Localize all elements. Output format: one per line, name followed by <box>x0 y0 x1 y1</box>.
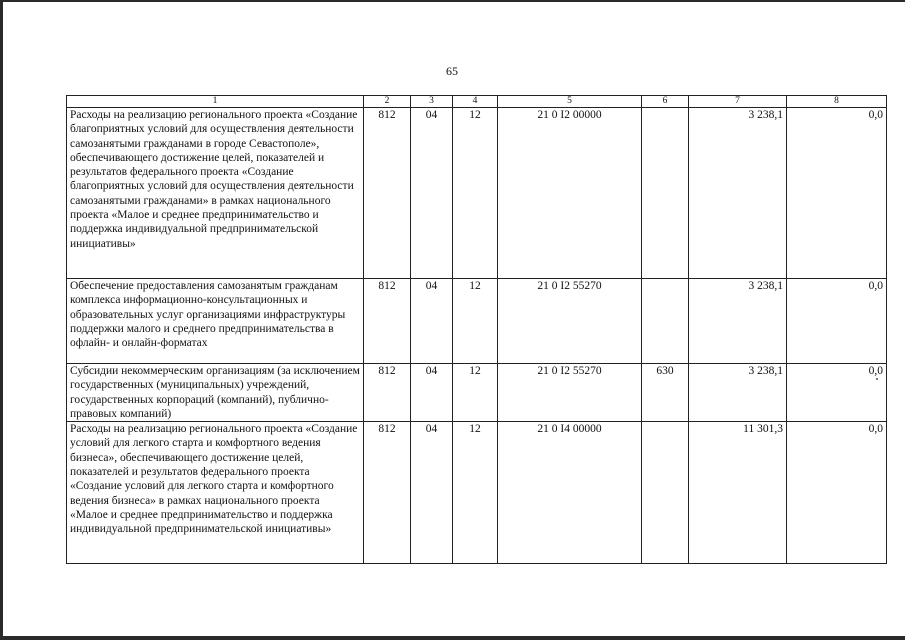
expense-type-code <box>642 108 689 279</box>
table-row <box>67 364 887 422</box>
section-code: 04 <box>411 279 453 364</box>
target-item-code: 21 0 I2 55270 <box>498 279 642 364</box>
scan-border-top <box>0 0 905 2</box>
column-number-row <box>67 96 887 108</box>
section-code: 04 <box>411 364 453 422</box>
scan-border-left <box>0 0 3 640</box>
amount-value: 3 238,1 <box>689 108 787 279</box>
ministry-code: 812 <box>364 422 411 564</box>
subsection-code: 12 <box>453 108 498 279</box>
column-number-7: 7 <box>689 96 787 108</box>
table-row <box>67 279 887 364</box>
subsection-code: 12 <box>453 364 498 422</box>
ministry-code: 812 <box>364 279 411 364</box>
amount-value-2: 0,0 <box>787 279 887 364</box>
target-item-code: 21 0 I4 00000 <box>498 422 642 564</box>
amount-value: 11 301,3 <box>689 422 787 564</box>
expense-name: Обеспечение предоставления самозанятым гражданам комплекса информационно-консультационных и образовательных услуг организациями инфраструктуры поддержки малого и среднего предпринимательства в офлайн- и онлайн-форматах <box>67 279 364 364</box>
amount-value-2: 0,0 <box>787 422 887 564</box>
page-number: 65 <box>446 64 458 78</box>
budget-table <box>66 95 887 564</box>
subsection-code: 12 <box>453 279 498 364</box>
amount-value-2: 0,0 <box>787 364 887 422</box>
amount-value-2: 0,0 <box>787 108 887 279</box>
amount-value: 3 238,1 <box>689 279 787 364</box>
column-number-6: 6 <box>642 96 689 108</box>
expense-type-code <box>642 279 689 364</box>
target-item-code: 21 0 I2 55270 <box>498 364 642 422</box>
subsection-code: 12 <box>453 422 498 564</box>
expense-type-code <box>642 422 689 564</box>
scan-border-bottom <box>0 636 905 640</box>
section-code: 04 <box>411 422 453 564</box>
column-number-5: 5 <box>498 96 642 108</box>
expense-type-code: 630 <box>642 364 689 422</box>
table-row <box>67 108 887 279</box>
column-number-8: 8 <box>787 96 887 108</box>
expense-name: Расходы на реализацию регионального проекта «Создание благоприятных условий для осуществления деятельности самозанятыми гражданами в городе Севастополе», обеспечивающего достижение целей, показателей и результатов федерального проекта «Создание благоприятных условий для осуществления деятельности самозанятыми гражданами» в рамках национального проекта «Малое и среднее предпринимательство и поддержка индивидуальной предпринимательской инициативы» <box>67 108 364 279</box>
ministry-code: 812 <box>364 364 411 422</box>
section-code: 04 <box>411 108 453 279</box>
ministry-code: 812 <box>364 108 411 279</box>
column-number-4: 4 <box>453 96 498 108</box>
column-number-2: 2 <box>364 96 411 108</box>
amount-value: 3 238,1 <box>689 364 787 422</box>
table-row <box>67 422 887 564</box>
column-number-3: 3 <box>411 96 453 108</box>
column-number-1: 1 <box>67 96 364 108</box>
expense-name: Субсидии некоммерческим организациям (за исключением государственных (муниципальных) учреждений, государственных корпораций (компаний), публично-правовых компаний) <box>67 364 364 422</box>
target-item-code: 21 0 I2 00000 <box>498 108 642 279</box>
expense-name: Расходы на реализацию регионального проекта «Создание условий для легкого старта и комфортного ведения бизнеса», обеспечивающего достижение целей, показателей и результатов федерального проекта «Создание условий для легкого старта и комфортного ведения бизнеса» в рамках национального проекта «Малое и среднее предпринимательство и поддержка индивидуальной предпринимательской инициативы» <box>67 422 364 564</box>
